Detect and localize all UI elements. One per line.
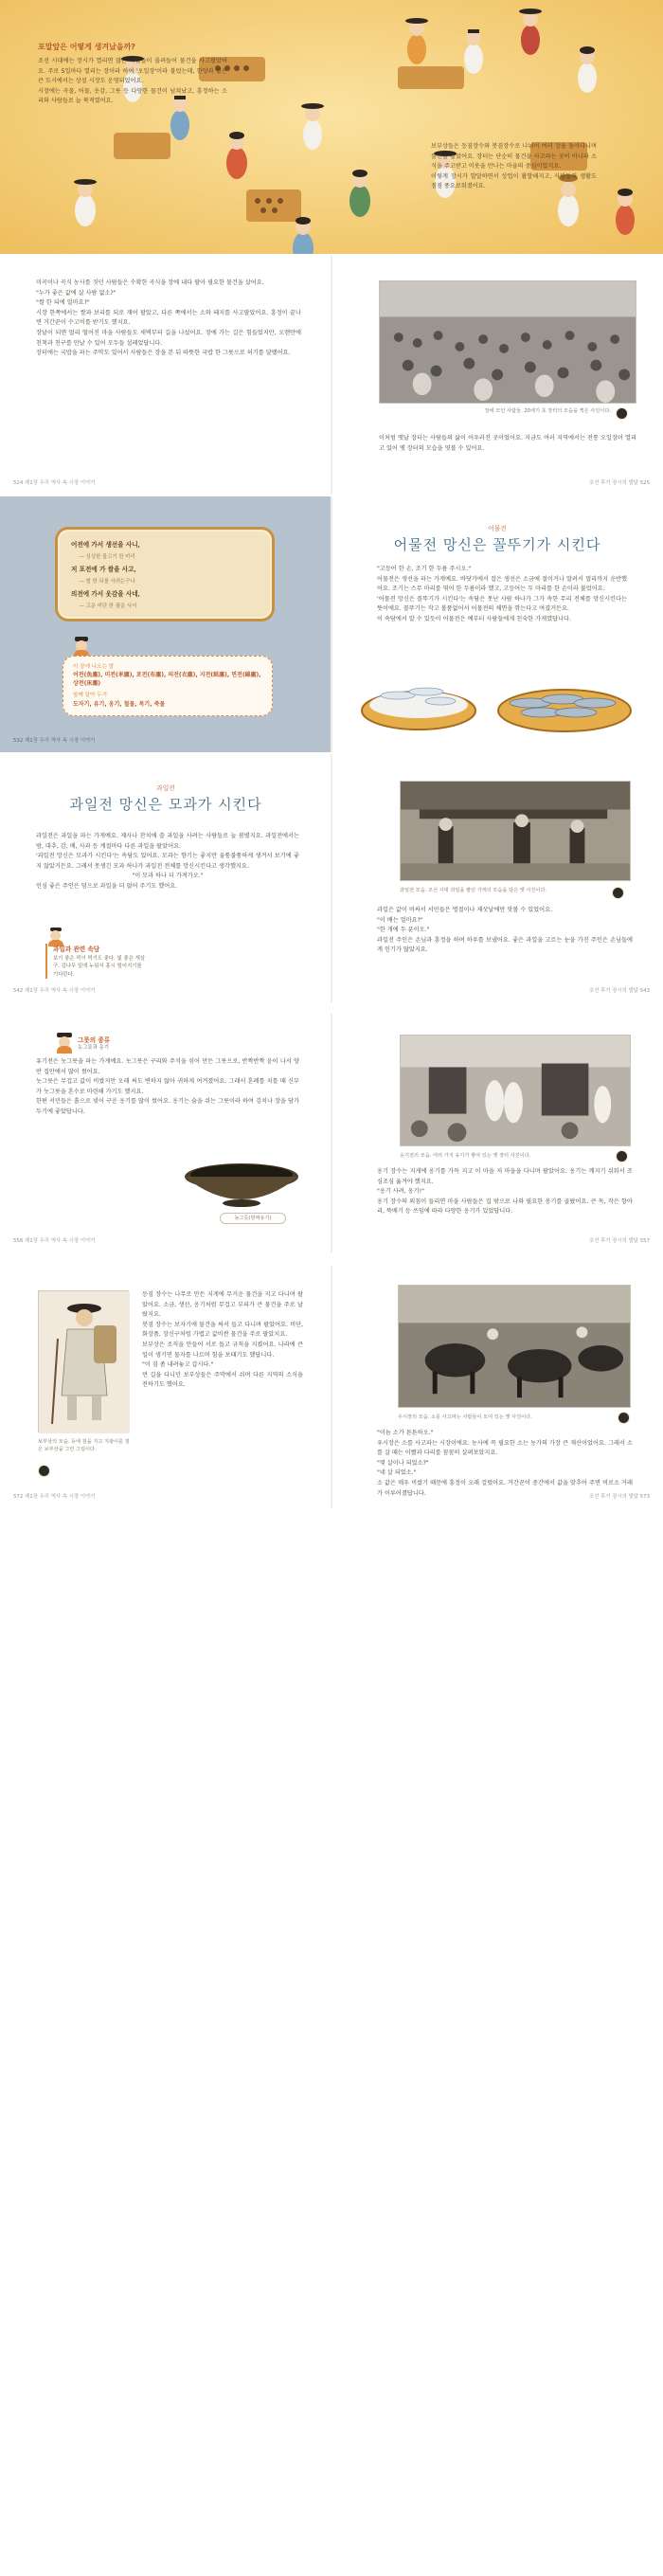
folio-left: 556 제1장 우리 역사 속 시장 이야기 [13,1238,96,1244]
spread4-right-text [377,906,633,956]
poem-line: 저 포전에 가 쌀을 사고, [71,566,136,573]
page-524 [0,256,332,495]
chapter-tag: 어물전 [488,525,507,532]
paragraph: 이처럼 옛날 장터는 사람들의 삶이 어우러진 곳이었어요. 지금도 여러 지역에서는 전통 오일장이 열리고 있어 옛 장터의 모습을 엿볼 수 있어요. [379,435,636,452]
page-556 [0,1014,332,1252]
folio-left: 542 제1장 우리 역사 속 시장 이야기 [13,988,96,994]
dialogue: "한 개에 두 푼이오." [377,927,430,934]
paragraph: 어물전은 생선을 파는 가게예요. 바닷가에서 잡은 생선은 소금에 절이거나 말려서 멀리까지 운반했어요. 조기는 스무 마리를 엮어 한 두름이라 했고, 고등어는 두 마리를 한 손이라 불렀어요. [377,575,627,593]
dialogue: "이놈 소가 튼튼하오." [377,1430,434,1436]
spread2-left-text [36,279,301,359]
spread1-right-text [431,142,597,192]
pottery-market-photo [400,1035,631,1146]
paragraph: 시장에는 곡물, 어물, 옷감, 그릇 등 다양한 물건이 넘쳐났고, 흥정하는 소리와 사람들로 늘 북적였어요. [38,87,227,105]
paragraph: 유기전은 놋그릇을 파는 가게예요. 놋그릇은 구리와 주석을 섞어 만든 그릇으로, 반짝반짝 윤이 나서 양반 집안에서 많이 썼어요. [36,1058,299,1075]
folio-left: 532 제1장 우리 역사 속 시장 이야기 [13,738,96,744]
poem-line: — 싱싱한 물고기 한 마리 [71,554,135,560]
spread1-left-text [38,57,227,107]
photo-caption: 과일전 모습. 조선 시대 과일을 팔던 가게의 모습을 담은 옛 사진이다. [400,888,547,893]
note-text: 보기 좋은 떡이 먹기도 좋다. 빛 좋은 개살구. 감나무 밑에 누워서 홍시 떨어지기를 기다린다. [53,956,146,978]
spread-4 [0,754,663,1002]
photo-marker-icon [616,407,628,420]
paragraph: 시장 한쪽에서는 쌀과 보리를 되로 재어 팔았고, 다른 쪽에서는 소와 돼지를 사고팔았어요. 흥정이 끝나면 거간꾼이 수고비를 받기도 했지요. [36,309,301,327]
spread-5 [0,1014,663,1252]
folio-right: 조선 후기 장시의 발달 543 [588,988,650,994]
dialogue: "네 살 되었소." [377,1469,417,1477]
vocab-sub: 도자기, 유기, 옹기, 철물, 목기, 죽물 [73,701,166,708]
sidebar-sub: 놋그릇과 옹기 [78,1045,109,1051]
photo-marker-icon [618,1412,630,1424]
image-caption: 놋그릇(방짜유기) [220,1213,286,1224]
cattle-market-photo [398,1285,631,1408]
paragraph: 옹기 장수의 외침이 들리면 마을 사람들은 집 밖으로 나와 필요한 옹기를 골랐어요. 큰 독, 작은 항아리, 뚝배기 등 쓰임에 따라 다양한 옹기가 있었답니다. [377,1198,633,1216]
paragraph: 미곡이나 곡식 농사를 짓던 사람들은 수확한 곡식을 장에 내다 팔아 필요한 물건을 샀어요. [36,279,264,286]
spread5-right-text [377,1167,633,1217]
dialogue: "고등어 한 손, 조기 한 두름 주시오." [377,566,472,572]
paragraph: 과일전은 과일을 파는 가게예요. 제사나 잔치에 쓸 과일을 사려는 사람들로 늘 붐볐지요. 과일전에서는 밤, 대추, 감, 배, 사과 등 계절마다 다른 과일을 팔았어요. [36,833,299,850]
page-573 [332,1266,663,1508]
page-532 [0,496,332,752]
folio-left: 524 제1장 우리 역사 속 시장 이야기 [13,480,96,486]
poem-line: — 쌀 한 되를 사려는구나 [71,579,135,585]
dialogue: "이 모과 하나 더 가져가오." [132,873,204,880]
fish-baskets-illustration [341,667,654,737]
poem-line: 어전에 가서 생선을 사니, [71,541,140,549]
page-542 [0,754,332,1002]
poem-scroll [55,527,275,621]
photo-caption: 장에 모인 사람들. 20세기 초 장터의 모습을 찍은 사진이다. [484,408,611,414]
mascot-icon [72,637,91,658]
paragraph: 보부상들은 등짐장수와 봇짐장수로 나뉘어 여러 장을 돌아다니며 물건을 팔았어요. 장터는 단순히 물건을 사고파는 곳이 아니라 소식을 주고받고 이웃을 만나는 마을의 중심이었지요. [431,143,597,171]
paragraph: 소 값은 매우 비쌌기 때문에 흥정이 오래 걸렸어요. 거간꾼이 중간에서 값을 맞추어 주면 비로소 거래가 이루어졌답니다. [377,1479,633,1497]
paragraph: 이 속담에서 알 수 있듯이 어물전은 예부터 사람들에게 친숙한 가게였답니다. [377,615,571,622]
photo-caption: 옹기전의 모습. 여러 가지 옹기가 쌓여 있는 옛 장터 사진이다. [400,1153,531,1159]
spread6-left-text [142,1290,303,1391]
sidebar-title: 그릇의 종류 [78,1036,111,1044]
page-525 [332,256,663,495]
paragraph: 옹기 장수는 지게에 옹기를 가득 지고 이 마을 저 마을을 다니며 팔았어요. 옹기는 깨지기 쉬워서 조심조심 옮겨야 했지요. [377,1168,633,1185]
poem-line: 의전에 가서 옷감을 사네, [71,590,140,598]
spread-market-illustration [0,0,663,254]
photo-marker-icon [612,887,624,899]
photo-marker-icon [616,1150,628,1162]
poem-line: — 고운 비단 한 필을 사서 [71,603,137,609]
folio-right: 조선 후기 장시의 발달 525 [588,480,650,486]
dialogue: "이 배는 얼마요?" [377,916,423,924]
paragraph: 이렇게 장시가 발달하면서 상업이 활발해지고, 사람들의 생활도 점점 풍요로워졌어요. [431,172,597,190]
paragraph: 먼 길을 다니던 보부상들은 주막에서 쉬며 다른 지역의 소식을 전하기도 했어요. [142,1371,303,1389]
paragraph: 장터에는 국밥을 파는 주막도 있어서 사람들은 장을 본 뒤 따뜻한 국밥 한 그릇으로 허기를 달랬어요. [36,350,291,357]
folio-right: 조선 후기 장시의 발달 573 [588,1494,650,1500]
figure-caption: 보부상의 모습. 등에 짐을 지고 지팡이를 짚은 보부상을 그린 그림이다. [38,1439,130,1452]
chapter-title: 어물전 망신은 꼴뚜기가 시킨다 [393,536,601,553]
paragraph: 한편 서민들은 흙으로 빚어 구운 옹기를 많이 썼어요. 옹기는 숨을 쉬는 그릇이라 하여 김치나 장을 담가 두기에 좋았답니다. [36,1098,299,1115]
proverb-note [45,944,148,979]
page-572 [0,1266,332,1508]
paragraph: 인심 좋은 주인은 덤으로 과일을 더 얹어 주기도 했어요. [36,882,178,890]
spread5-left-text [36,1057,299,1118]
spread-6 [0,1266,663,1508]
brass-bowl-image [170,1156,313,1213]
paragraph: 봇짐 장수는 보자기에 물건을 싸서 들고 다니며 팔았어요. 비단, 화장품, 장신구처럼 가볍고 값비싼 물건을 주로 팔았지요. [142,1321,303,1339]
paragraph: '과일전 망신은 모과가 시킨다'는 속담도 있어요. 모과는 향기는 좋지만 울퉁불퉁하게 생겨서 보기에 좋지 않았거든요. 그래서 못생긴 모과 하나가 과일전 전체를 망신시킨다고 생각했지요. [36,853,299,870]
page-543 [332,754,663,1002]
dialogue: "쌀 한 되에 얼마요?" [36,299,90,307]
paragraph: 과일전 주인은 손님과 흥정을 하며 하루를 보냈어요. 좋은 과일을 고르는 눈을 가진 주인은 손님들에게 인기가 많았지요. [377,936,633,954]
dialogue: "누가 좋은 값에 살 사람 없소?" [36,289,116,297]
vocab-words: 어전(魚廛), 미전(米廛), 포전(布廛), 의전(衣廛), 지전(紙廛), 면전(綿廛), 상전(床廛) [73,672,261,687]
spread-3 [0,496,663,752]
dialogue: "이 짐 좀 내려놓고 갑시다." [142,1361,214,1369]
spread3-right-text [377,565,627,625]
vocabulary-box [63,656,273,716]
chapter-tag: 과일전 [156,784,175,792]
folio-left: 572 제1장 우리 역사 속 시장 이야기 [13,1494,96,1500]
note-title: 과일과 관련 속담 [53,946,100,953]
paragraph: 과일은 값이 비싸서 서민들은 명절이나 제삿날에만 맛볼 수 있었어요. [377,907,553,913]
figure-marker-icon [38,1465,50,1477]
market-crowd-photo [379,280,636,404]
vocab-title: 이 장에 나오는 말 [73,664,115,670]
peddler-figure [38,1290,129,1432]
dialogue: "몇 살이나 되었소?" [377,1459,429,1467]
dialogue: "옹기 사려, 옹기!" [377,1188,424,1196]
spread1-heading: 포말앞은 어떻게 생겨났을까? [38,43,135,51]
spread6-right-text [377,1429,633,1499]
chapter-title: 과일전 망신은 모과가 시킨다 [69,796,262,813]
folio-right: 조선 후기 장시의 발달 557 [588,1238,650,1244]
paragraph: 우시장은 소를 사고파는 시장이에요. 농사에 꼭 필요한 소는 농가의 가장 큰 재산이었어요. 그래서 소를 살 때는 이빨과 다리를 꼼꼼히 살펴보았지요. [377,1439,633,1457]
paragraph: 놋그릇은 무겁고 값이 비쌌지만 오래 써도 변하지 않아 귀하게 여겨졌어요. 그래서 혼례를 치를 때 신부가 놋그릇을 혼수로 마련해 가기도 했지요. [36,1078,299,1095]
page-533 [332,496,663,752]
mascot-icon [55,1033,74,1054]
page-557 [332,1014,663,1252]
spread-2 [0,256,663,495]
market-illustration [0,0,663,254]
paragraph: '어물전 망신은 꼴뚜기가 시킨다'는 속담은 못난 사람 하나가 그가 속한 무리 전체를 망신시킨다는 뜻이에요. 꼴뚜기는 작고 볼품없어서 어물전의 체면을 깎는다고 여겼거든요. [377,595,627,613]
photo-caption: 우시장의 모습. 소를 사고파는 사람들이 모여 있는 옛 사진이다. [398,1414,532,1420]
paragraph: 보부상은 조직을 만들어 서로 돕고 규칙을 지켰어요. 나라에 큰일이 생기면 물자를 나르며 힘을 보태기도 했답니다. [142,1341,303,1359]
vocab-sub-title: 함께 알아 두기 [73,693,107,698]
spread2-right-text [379,434,636,454]
paragraph: 조선 시대에는 장시가 열리면 많은 사람들이 몰려들어 물건을 사고팔았어요. 주로 5일마다 열리는 장이라 하여 '오일장'이라 불렀는데, 한양과 같은 큰 도시에서는 상설 시장도 운영되었어요. [38,58,227,85]
spread4-left-text [36,832,299,892]
paragraph: 등짐 장수는 나무로 만든 지게에 무거운 물건을 지고 다니며 팔았어요. 소금, 생선, 옹기처럼 무겁고 부피가 큰 물건을 주로 날랐지요. [142,1291,303,1319]
fruit-shop-photo [400,781,631,881]
paragraph: 장날이 되면 멀리 떨어진 마을 사람들도 새벽부터 길을 나섰어요. 장에 가는 길은 힘들었지만, 오랜만에 친척과 친구를 만날 수 있어 모두들 설레었답니다. [36,329,301,347]
